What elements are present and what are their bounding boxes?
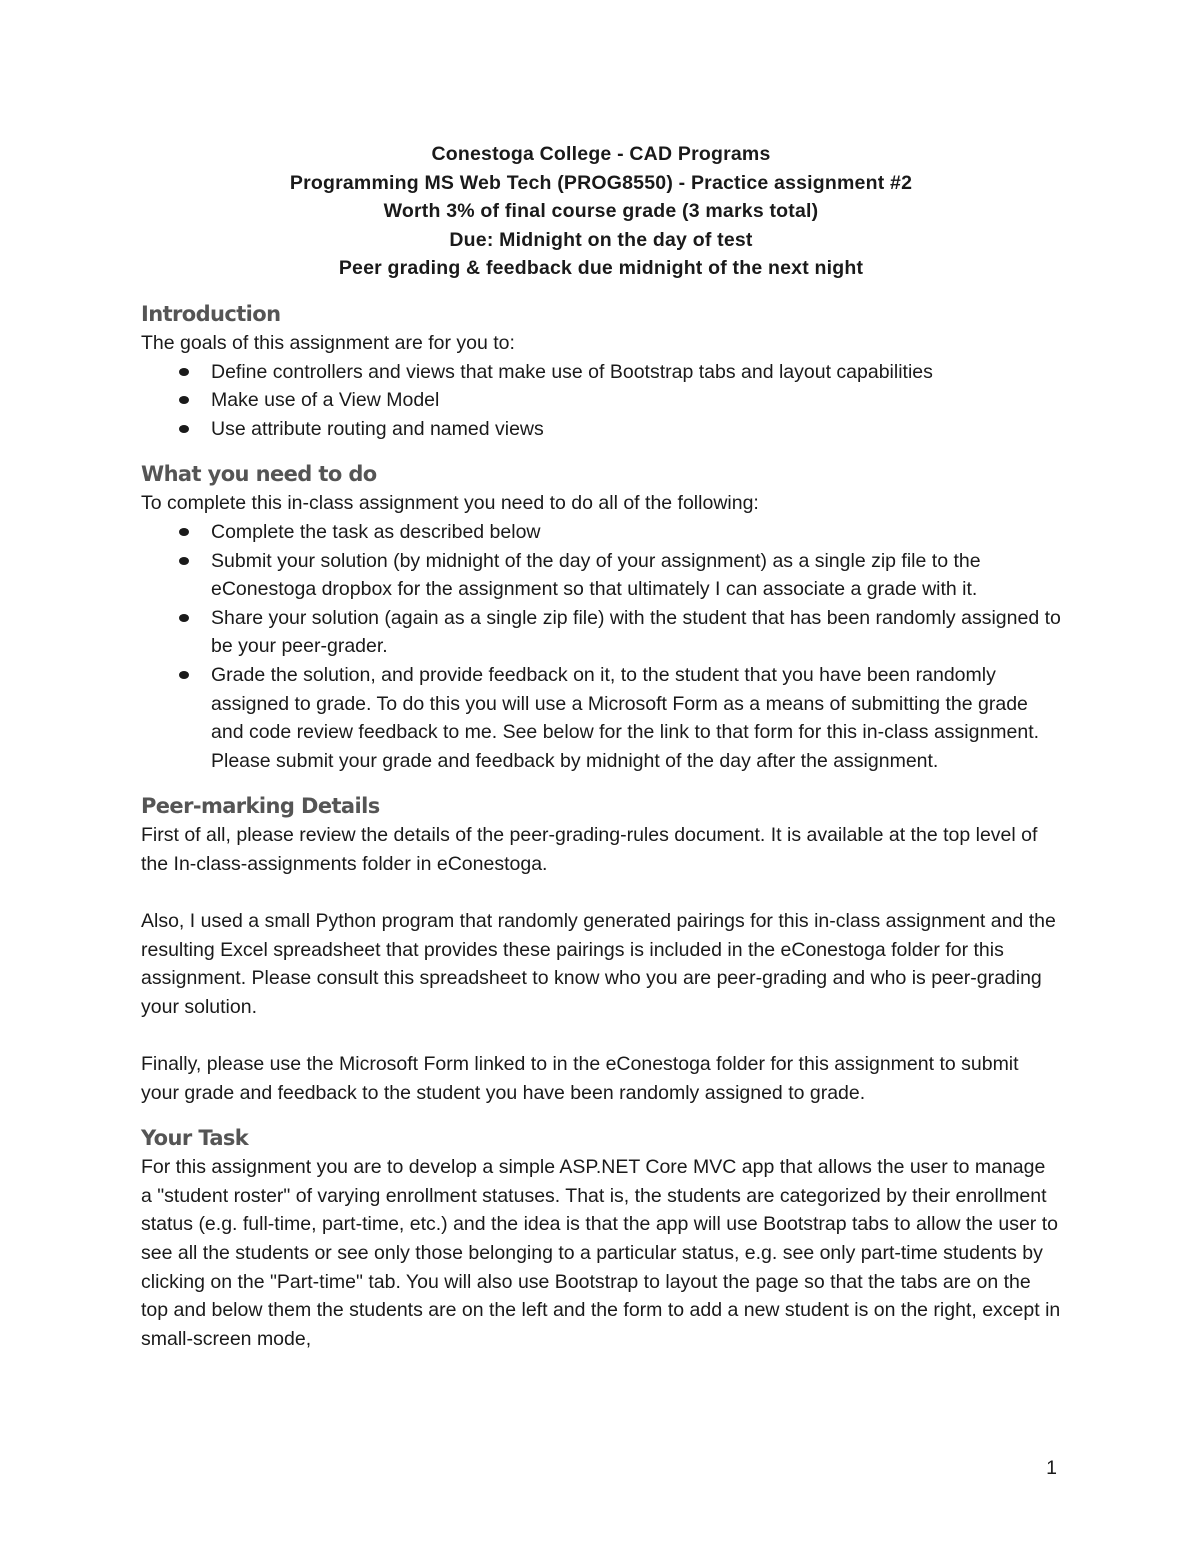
todo-heading: What you need to do [141,462,377,487]
bullet-icon [179,368,189,376]
bullet-icon [179,425,189,433]
page-number: 1 [1046,1457,1057,1479]
list-item: Submit your solution (by midnight of the day of your assignment) as a single zip file to the eConestoga dropbox for the assignment so that ultimately I can associate a grade with it. [211,547,1061,604]
list-item: Define controllers and views that make use of Bootstrap tabs and layout capabilities [211,358,1061,387]
list-item: Complete the task as described below [211,518,1061,547]
peer-marking-heading: Peer-marking Details [141,794,380,819]
bullet-icon [179,671,189,679]
bullet-icon [179,614,189,622]
peer-paragraph-2: Also, I used a small Python program that randomly generated pairings for this in-class assignment and the resulting Excel spreadsheet that provides these pairings is included in the eConestoga folder for this assignment. Please consult this spreadsheet to know who you are peer-grading and who is peer-grading your solution. [141,910,1056,1018]
document-header [141,140,1061,283]
header-due: Due: Midnight on the day of test [449,228,753,251]
bullet-icon [179,528,189,536]
bullet-icon [179,396,189,404]
peer-paragraph-3: Finally, please use the Microsoft Form linked to in the eConestoga folder for this assignment to submit your grade and feedback to the student you have been randomly assigned to grade. [141,1053,1019,1104]
peer-paragraph-1: First of all, please review the details of the peer-grading-rules document. It is available at the top level of the In-class-assignments folder in eConestoga. [141,824,1038,875]
list-item: Make use of a View Model [211,386,1061,415]
list-item: Share your solution (again as a single zip file) with the student that has been randomly assigned to be your peer-grader. [211,604,1061,661]
header-peer-due: Peer grading & feedback due midnight of the next night [338,257,864,280]
header-course: Programming MS Web Tech (PROG8550) - Practice assignment #2 [289,171,913,194]
introduction-heading: Introduction [141,301,281,326]
header-college: Conestoga College - CAD Programs [431,143,771,165]
bullet-icon [179,557,189,565]
header-worth: Worth 3% of final course grade (3 marks total) [383,200,819,223]
introduction-lead: The goals of this assignment are for you to: [141,331,515,354]
list-item: Use attribute routing and named views [211,415,1061,444]
document-page [141,140,1061,1353]
todo-list [141,518,1061,775]
list-item: Grade the solution, and provide feedback on it, to the student that you have been randomly assigned to grade. To do this you will use a Microsoft Form as a means of submitting the grade and code review feedback to me. See below for the link to that form for this in-class assignment. Please submit your grade and feedback by midnight of the day after the assignment. [211,661,1061,775]
introduction-goals-list [141,358,1061,444]
todo-lead: To complete this in-class assignment you need to do all of the following: [141,492,759,515]
task-paragraph-1: For this assignment you are to develop a simple ASP.NET Core MVC app that allows the user to manage a "student roster" of varying enrollment statuses. That is, the students are categorized by their enrollment status (e.g. full-time, part-time, etc.) and the idea is that the app will use Bootstrap tabs to allow the user to see all the students or see only those belonging to a particular status, e.g. see only part-time students by clicking on the "Part-time" tab. You will also use Bootstrap to layout the page so that the tabs are on the top and below them the students are on the left and the form to add a new student is on the right, except in small-screen mode, [141,1156,1061,1350]
your-task-heading: Your Task [141,1126,249,1151]
